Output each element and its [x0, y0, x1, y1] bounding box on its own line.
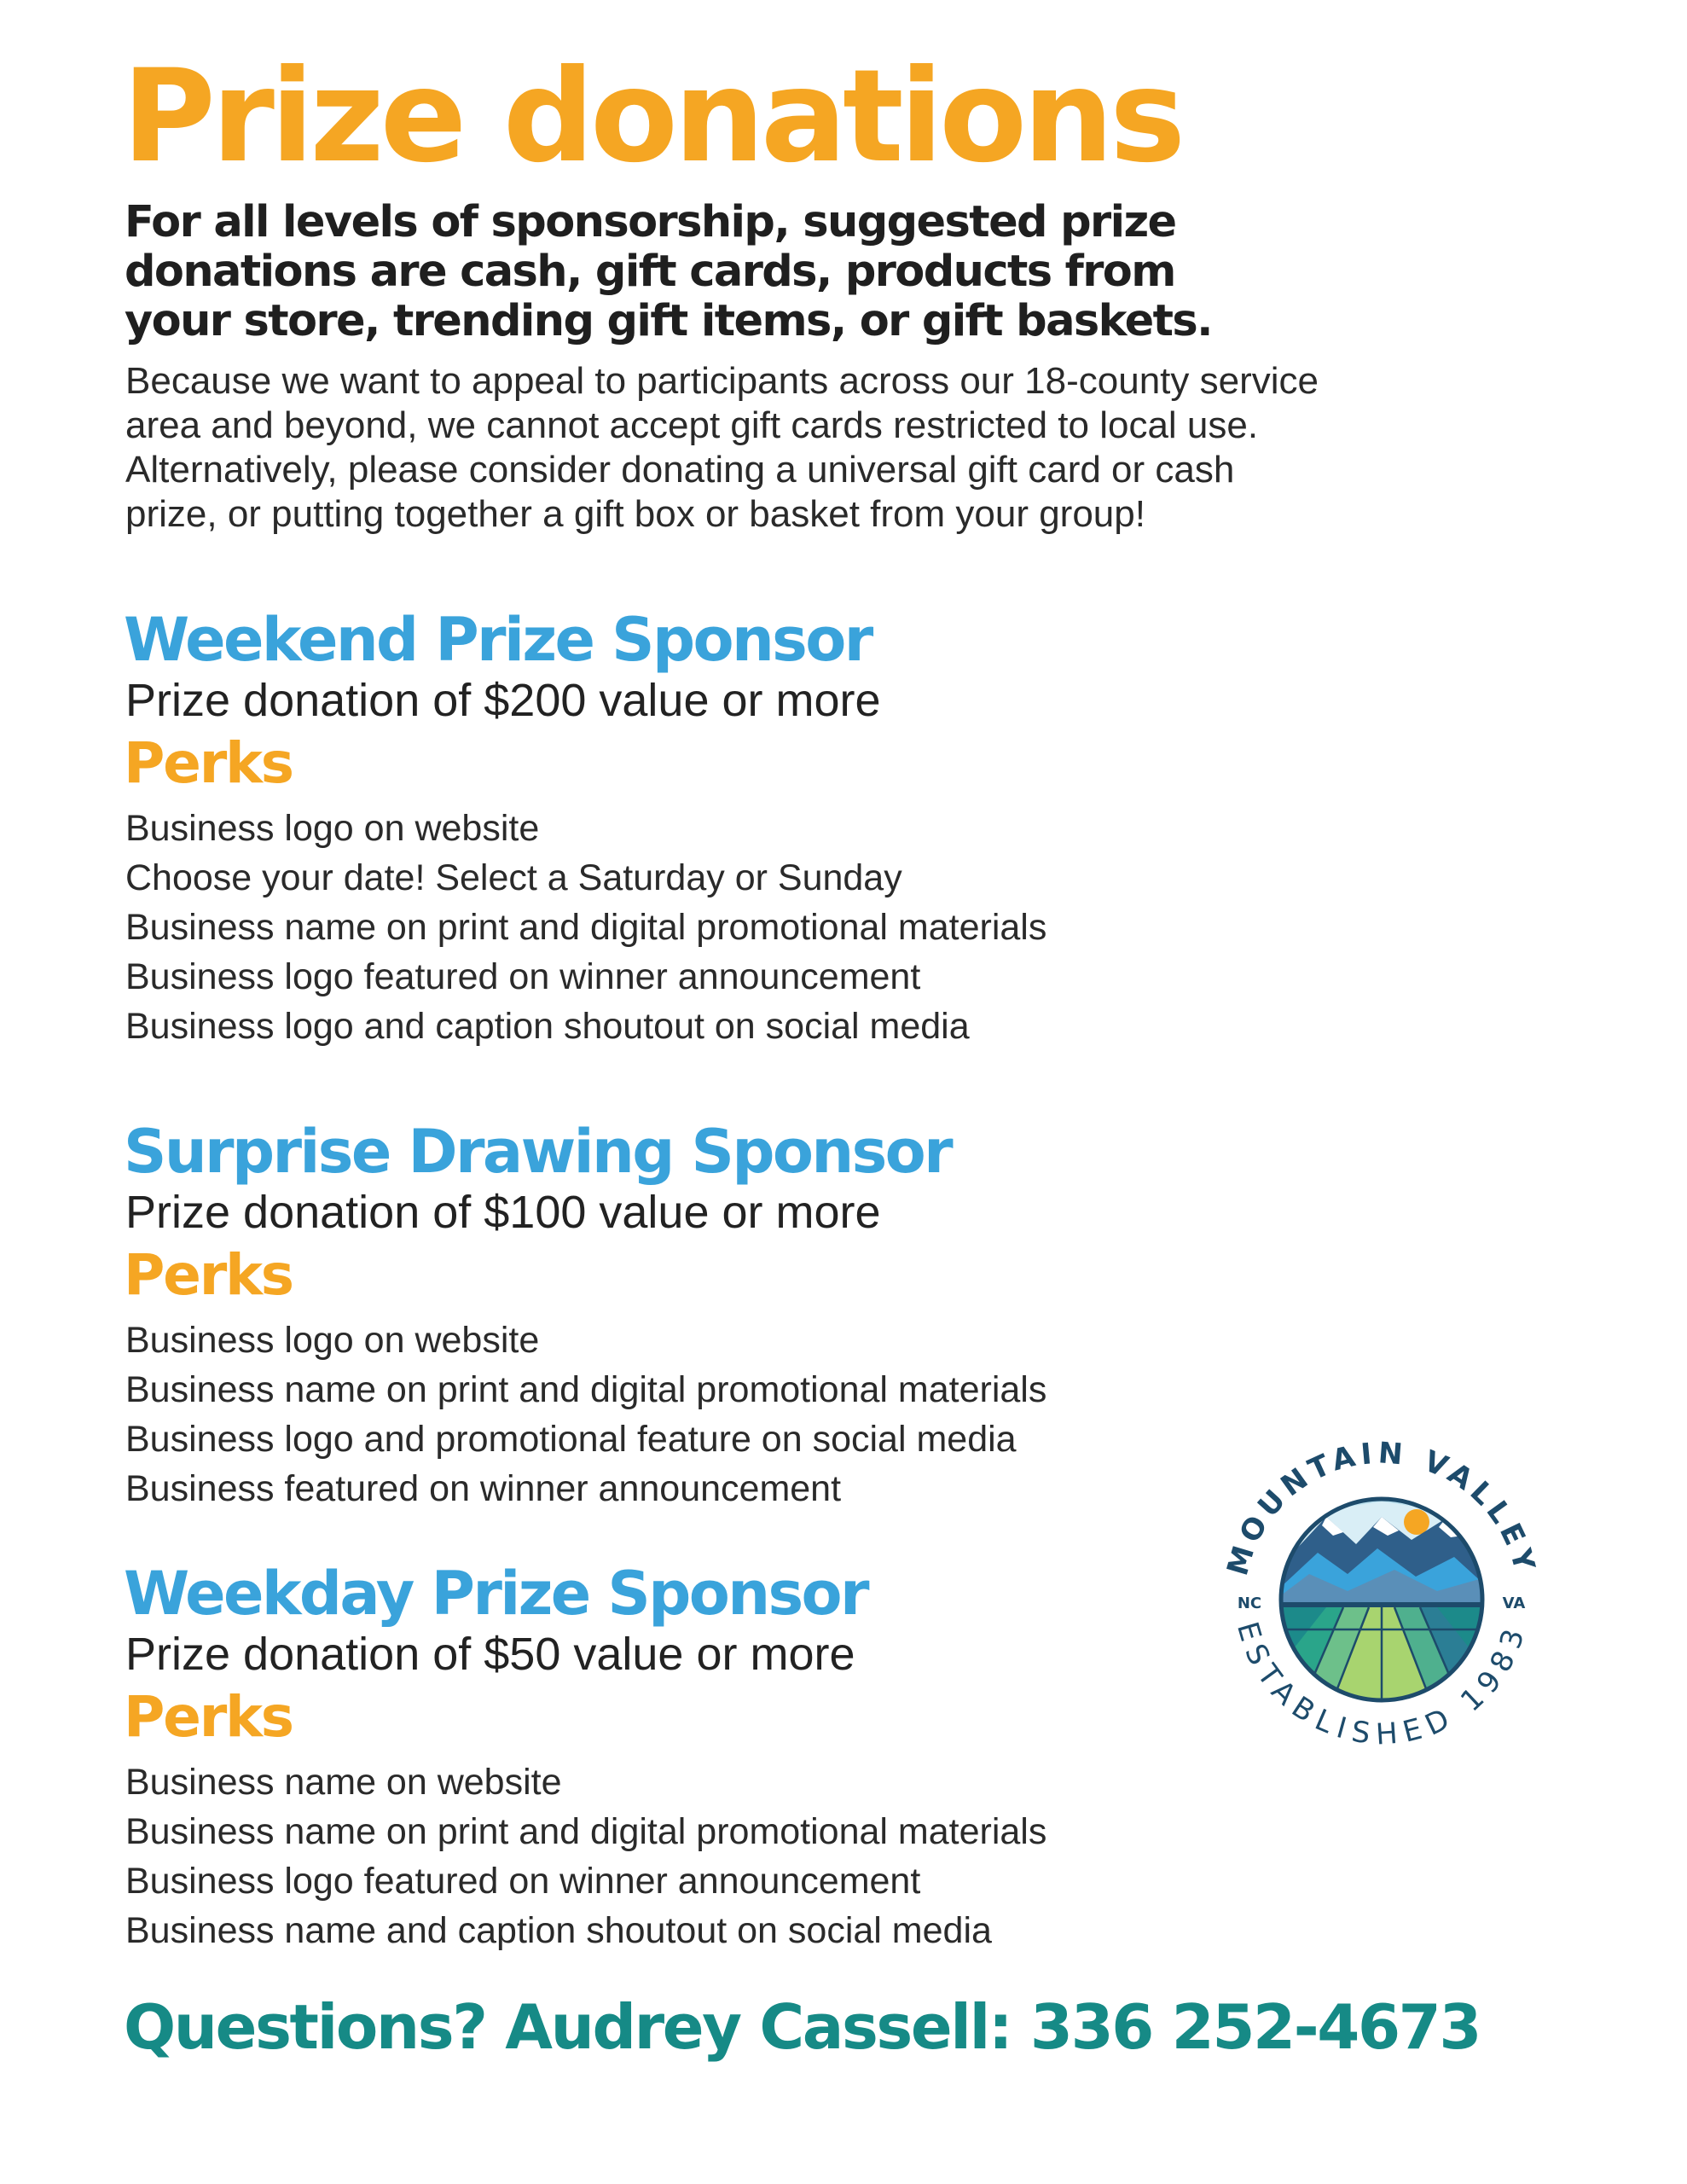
intro-line: Alternatively, please consider donating a universal gift card or cash [125, 449, 1235, 491]
section-subtitle: Prize donation of $100 value or more [125, 1187, 881, 1238]
intro-paragraph [125, 359, 1507, 537]
intro-line: prize, or putting together a gift box or basket from your group! [125, 493, 1145, 535]
perk-list [124, 1757, 1232, 1955]
lead-line: donations are cash, gift cards, products from [125, 247, 1175, 297]
perks-heading: Perks [124, 730, 293, 796]
perks-heading: Perks [124, 1242, 293, 1308]
perk-item: Business name on print and digital promotional materials [125, 1369, 1047, 1410]
section-title: Weekday Prize Sponsor [124, 1559, 867, 1629]
perk-item: Business name on print and digital promotional materials [125, 907, 1047, 948]
perk-item: Business logo featured on winner announcement [125, 1861, 921, 1902]
section-subtitle: Prize donation of $50 value or more [125, 1629, 855, 1680]
perk-item: Business name on print and digital promotional materials [125, 1811, 1047, 1852]
perk-item: Business logo on website [125, 1320, 540, 1361]
perk-list [124, 804, 1232, 1051]
perk-item: Business logo and promotional feature on social media [125, 1419, 1017, 1460]
lead-line: your store, trending gift items, or gift baskets. [125, 296, 1212, 346]
perk-item: Business logo on website [125, 808, 540, 849]
lead-line: For all levels of sponsorship, suggested prize [125, 197, 1176, 247]
mountain-valley-logo [1198, 1416, 1565, 1783]
section-title: Weekend Prize Sponsor [124, 605, 872, 675]
perk-item: Choose your date! Select a Saturday or Sunday [125, 857, 902, 898]
perk-item: Business featured on winner announcement [125, 1468, 842, 1509]
perks-heading: Perks [124, 1684, 293, 1750]
perk-item: Business name on website [125, 1762, 562, 1803]
logo-right-text: VA [1502, 1594, 1526, 1612]
logo-bottom-text: ESTABLISHED 1983 [1229, 1618, 1534, 1752]
intro-line: Because we want to appeal to participants across our 18-county service [125, 360, 1319, 402]
section-subtitle: Prize donation of $200 value or more [125, 675, 881, 726]
page-title: Prize donations [122, 43, 1182, 191]
perk-item: Business logo and caption shoutout on social media [125, 1006, 970, 1047]
logo-left-text: NC [1237, 1594, 1262, 1612]
section-title: Surprise Drawing Sponsor [124, 1117, 952, 1187]
section-weekend-sponsor [124, 607, 1232, 1051]
section-surprise-drawing-sponsor [124, 1119, 1232, 1513]
contact-line: Questions? Audrey Cassell: 336 252-4673 [124, 1991, 1481, 2063]
lead-paragraph [125, 198, 1455, 346]
intro-line: area and beyond, we cannot accept gift cards restricted to local use. [125, 404, 1259, 446]
logo-emblem [1198, 1416, 1565, 1783]
perk-list [124, 1316, 1232, 1513]
perk-item: Business name and caption shoutout on social media [125, 1910, 992, 1951]
logo-top-text: MOUNTAIN VALLEY [1220, 1436, 1543, 1580]
section-weekday-sponsor [124, 1561, 1232, 1955]
perk-item: Business logo featured on winner announcement [125, 956, 921, 997]
